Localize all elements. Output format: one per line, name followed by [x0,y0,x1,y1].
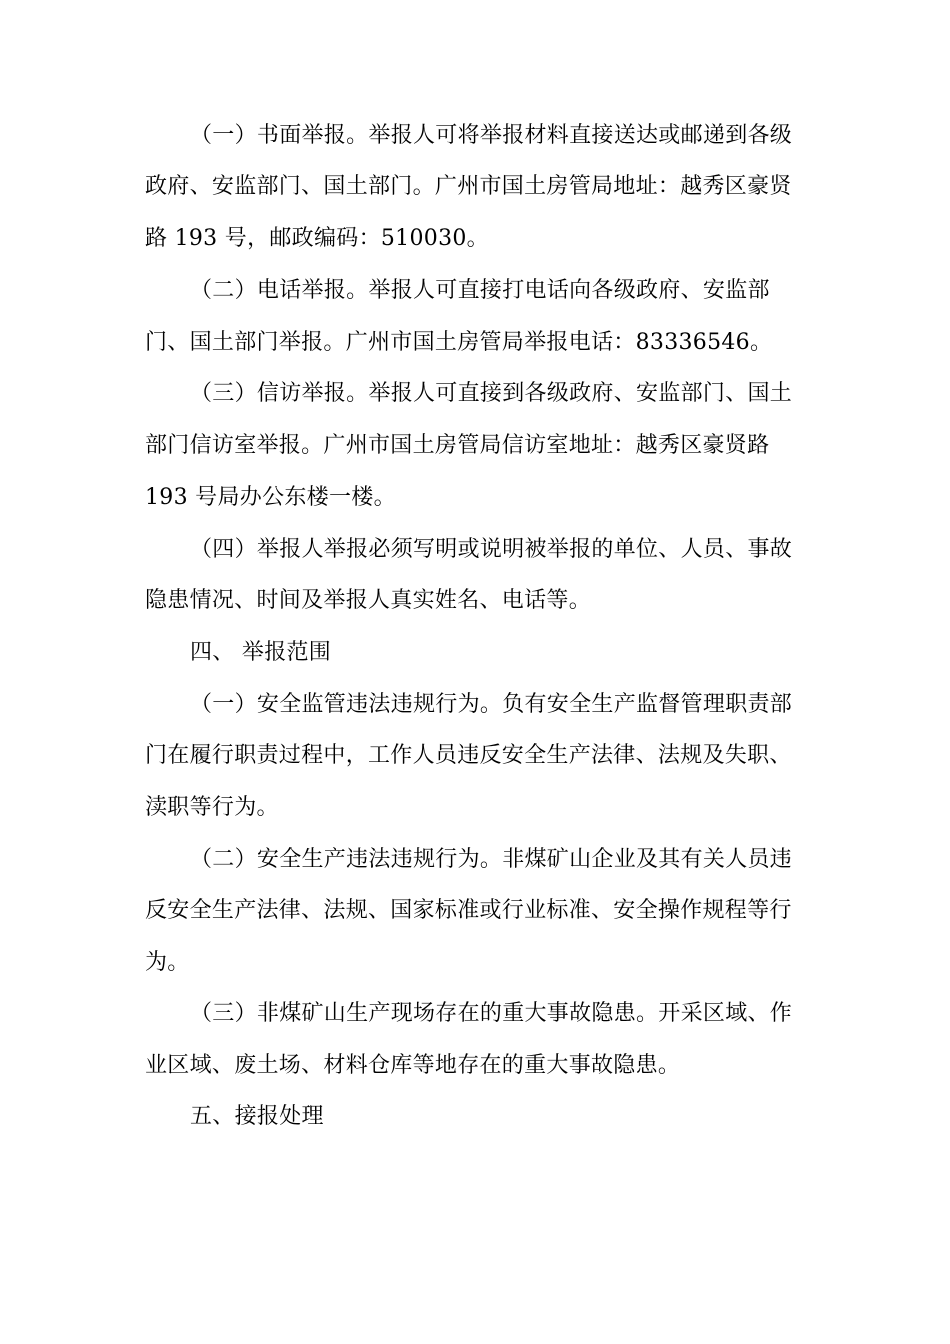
section-heading-report-scope: 四、 举报范围 [190,640,332,665]
paragraph-supervision-violations-line-2: 门在履行职责过程中，工作人员违反安全生产法律、法规及失职、 [145,743,792,768]
paragraph-supervision-violations-line-1: （一）安全监管违法违规行为。负有安全生产监督管理职责部 [190,692,793,717]
paragraph-major-hazards-line-1: （三）非煤矿山生产现场存在的重大事故隐患。开采区域、作 [190,1001,793,1026]
paragraph-visit-report-line-3: 193 号局办公东楼一楼。 [145,485,396,510]
paragraph-written-report-line-1: （一）书面举报。举报人可将举报材料直接送达或邮递到各级 [190,123,793,148]
paragraph-supervision-violations-line-3: 渎职等行为。 [145,795,279,820]
paragraph-production-violations-line-3: 为。 [145,950,190,975]
paragraph-production-violations-line-1: （二）安全生产违法违规行为。非煤矿山企业及其有关人员违 [190,847,793,872]
paragraph-major-hazards-line-2: 业区域、废土场、材料仓库等地存在的重大事故隐患。 [145,1053,681,1078]
paragraph-phone-report-line-1: （二）电话举报。举报人可直接打电话向各级政府、安监部 [190,278,770,303]
section-heading-report-handling: 五、接报处理 [190,1104,324,1129]
paragraph-report-requirements-line-1: （四）举报人举报必须写明或说明被举报的单位、人员、事故 [190,537,793,562]
paragraph-report-requirements-line-2: 隐患情况、时间及举报人真实姓名、电话等。 [145,588,592,613]
paragraph-written-report-line-3: 路 193 号，邮政编码：510030。 [145,226,489,251]
paragraph-written-report-line-2: 政府、安监部门、国土部门。广州市国土房管局地址：越秀区豪贤 [145,174,792,199]
paragraph-production-violations-line-2: 反安全生产法律、法规、国家标准或行业标准、安全操作规程等行 [145,898,792,923]
paragraph-visit-report-line-1: （三）信访举报。举报人可直接到各级政府、安监部门、国土 [190,381,793,406]
paragraph-visit-report-line-2: 部门信访室举报。广州市国土房管局信访室地址：越秀区豪贤路 [145,433,770,458]
paragraph-phone-report-line-2: 门、国土部门举报。广州市国土房管局举报电话：83336546。 [145,330,773,355]
